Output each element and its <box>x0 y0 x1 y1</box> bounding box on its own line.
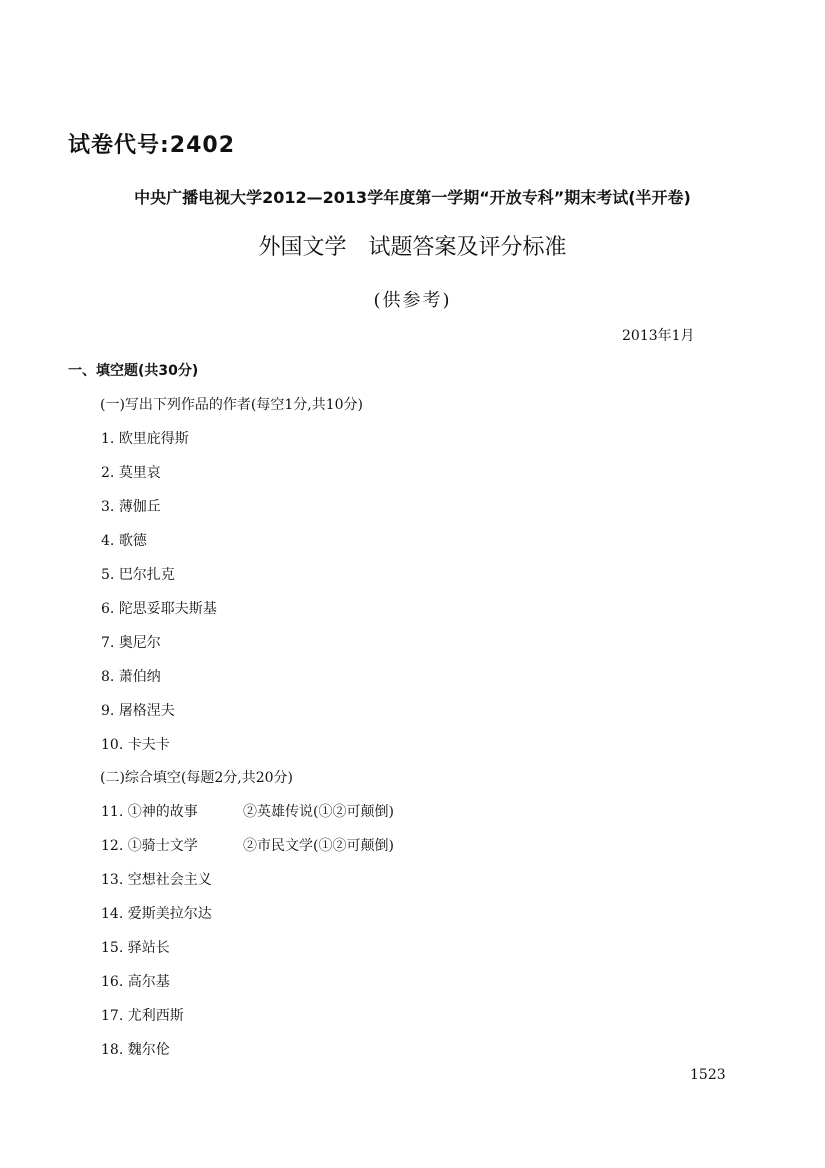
section-heading: 一、填空题(共30分) <box>68 363 199 379</box>
answer-item <box>101 428 189 448</box>
answer-number: 3. <box>101 499 115 515</box>
answer-text: 爱斯美拉尔达 <box>127 906 212 922</box>
answer-item <box>101 462 161 482</box>
answer-item <box>101 530 147 550</box>
answer-item <box>101 835 394 855</box>
answer-text: 陀思妥耶夫斯基 <box>118 601 217 617</box>
title-answer-key: 试题答案及评分标准 <box>368 235 567 260</box>
page-number: 1523 <box>690 1067 726 1083</box>
answer-number: 4. <box>101 533 115 549</box>
title-course: 外国文学 <box>258 235 347 260</box>
answer-text: 尤利西斯 <box>127 1008 184 1024</box>
answer-text: 空想社会主义 <box>127 872 212 888</box>
answer-text: 薄伽丘 <box>118 499 161 515</box>
answer-text: 巴尔扎克 <box>118 567 175 583</box>
answer-item <box>101 971 170 991</box>
answer-text: 魏尔伦 <box>127 1042 170 1058</box>
paper-code: 试卷代号:2402 <box>68 133 236 158</box>
answer-number: 11. <box>101 804 124 820</box>
answer-number: 1. <box>101 431 115 447</box>
answer-text: 驿站长 <box>127 940 170 956</box>
answer-number: 7. <box>101 635 115 651</box>
answer-text: 歌德 <box>118 533 147 549</box>
answer-item <box>101 496 161 516</box>
answer-number: 9. <box>101 703 115 719</box>
document-subtitle: (供参考) <box>373 290 452 311</box>
answer-item <box>101 801 394 821</box>
answer-text: 高尔基 <box>127 974 170 990</box>
answer-item <box>101 869 212 889</box>
answer-item <box>101 734 170 754</box>
answer-text: 奥尼尔 <box>118 635 161 651</box>
answer-item <box>101 1005 184 1025</box>
answer-number: 13. <box>101 872 124 888</box>
answer-text: ①骑士文学 <box>127 838 198 854</box>
answer-text: 欧里庇得斯 <box>118 431 189 447</box>
answer-text-second: ②英雄传说(①②可颠倒) <box>243 804 394 820</box>
answer-text: 卡夫卡 <box>127 737 170 753</box>
answer-item <box>101 564 175 584</box>
answer-number: 10. <box>101 737 124 753</box>
subsection-heading-2: (二)综合填空(每题2分,共20分) <box>100 770 294 786</box>
answer-item <box>101 903 212 923</box>
answer-number: 8. <box>101 669 115 685</box>
exam-header: 中央广播电视大学2012—2013学年度第一学期“开放专科”期末考试(半开卷) <box>134 188 691 207</box>
answer-item <box>101 666 161 686</box>
answer-number: 17. <box>101 1008 124 1024</box>
answer-item <box>101 632 161 652</box>
answer-number: 6. <box>101 601 115 617</box>
answer-number: 15. <box>101 940 124 956</box>
answer-number: 18. <box>101 1042 124 1058</box>
answer-text: ①神的故事 <box>127 804 198 820</box>
answer-number: 12. <box>101 838 124 854</box>
exam-date: 2013年1月 <box>622 328 695 344</box>
answer-text-second: ②市民文学(①②可颠倒) <box>243 838 394 854</box>
answer-item <box>101 937 170 957</box>
answer-number: 14. <box>101 906 124 922</box>
answer-item <box>101 598 217 618</box>
answer-item <box>101 1039 170 1059</box>
subsection-heading-1: (一)写出下列作品的作者(每空1分,共10分) <box>100 397 364 413</box>
answer-item <box>101 700 175 720</box>
answer-text: 莫里哀 <box>118 465 161 481</box>
document-title <box>0 230 825 261</box>
answer-number: 16. <box>101 974 124 990</box>
answer-text: 屠格涅夫 <box>118 703 175 719</box>
answer-text: 萧伯纳 <box>118 669 161 685</box>
answer-number: 5. <box>101 567 115 583</box>
answer-number: 2. <box>101 465 115 481</box>
